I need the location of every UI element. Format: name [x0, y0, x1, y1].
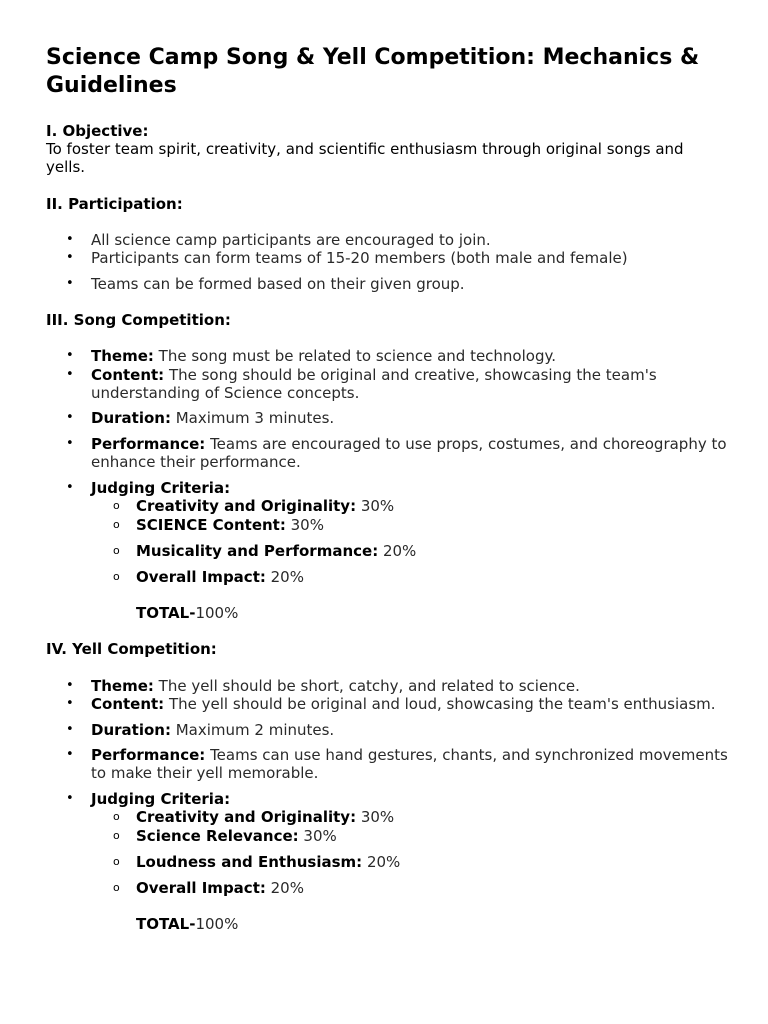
- criterion-label: Overall Impact:: [136, 568, 266, 586]
- criterion-value: 30%: [298, 827, 337, 845]
- criterion-value: 20%: [265, 568, 304, 586]
- bullet-icon: •: [66, 276, 74, 291]
- item-label: Theme:: [91, 677, 154, 695]
- total-value: 100%: [195, 915, 239, 933]
- bullet-icon: •: [66, 348, 74, 363]
- song-item-theme: [91, 347, 731, 365]
- bullet-icon: •: [66, 480, 74, 495]
- total-label: TOTAL-: [136, 604, 196, 622]
- criterion-value: 30%: [356, 808, 395, 826]
- yell-heading: IV. Yell Competition:: [46, 640, 217, 658]
- item-text: Teams are encouraged to use props, costumes, and choreography to enhance their performance.: [91, 435, 727, 471]
- item-text: Teams can use hand gestures, chants, and synchronized movements to make their yell memorable.: [91, 746, 728, 782]
- participation-item: Teams can be formed based on their given group.: [91, 275, 465, 293]
- song-item-duration: [91, 409, 731, 427]
- bullet-icon: •: [66, 791, 74, 806]
- song-criterion: [136, 497, 394, 515]
- yell-item-judging: [91, 790, 731, 808]
- item-label: Content:: [91, 366, 165, 384]
- sub-bullet-icon: o: [113, 829, 120, 842]
- yell-item-duration: [91, 721, 731, 739]
- sub-bullet-icon: o: [113, 544, 120, 557]
- item-label: Judging Criteria:: [91, 479, 231, 497]
- yell-item-theme: [91, 677, 731, 695]
- objective-text: To foster team spirit, creativity, and scientific enthusiasm through original songs and yells.: [46, 140, 684, 176]
- criterion-value: 20%: [265, 879, 304, 897]
- participation-item: All science camp participants are encouraged to join.: [91, 231, 491, 249]
- bullet-icon: •: [66, 722, 74, 737]
- yell-criterion: [136, 827, 337, 845]
- item-label: Duration:: [91, 409, 171, 427]
- total-value: 100%: [195, 604, 239, 622]
- objective-heading: I. Objective:: [46, 122, 149, 140]
- song-heading: III. Song Competition:: [46, 311, 231, 329]
- item-label: Performance:: [91, 746, 206, 764]
- yell-item-content: [91, 695, 731, 713]
- bullet-icon: •: [66, 232, 74, 247]
- sub-bullet-icon: o: [113, 881, 120, 894]
- criterion-label: Creativity and Originality:: [136, 497, 357, 515]
- criterion-label: Science Relevance:: [136, 827, 299, 845]
- item-text: The yell should be original and loud, showcasing the team's enthusiasm.: [164, 695, 716, 713]
- participation-heading: II. Participation:: [46, 195, 183, 213]
- yell-total: [136, 915, 238, 933]
- item-text: The yell should be short, catchy, and related to science.: [153, 677, 580, 695]
- criterion-label: Musicality and Performance:: [136, 542, 379, 560]
- criterion-label: Creativity and Originality:: [136, 808, 357, 826]
- sub-bullet-icon: o: [113, 570, 120, 583]
- item-label: Theme:: [91, 347, 154, 365]
- page-title: Science Camp Song & Yell Competition: Mechanics & Guidelines: [46, 45, 700, 98]
- criterion-value: 20%: [362, 853, 401, 871]
- song-criterion: [136, 568, 304, 586]
- sub-bullet-icon: o: [113, 810, 120, 823]
- sub-bullet-icon: o: [113, 518, 120, 531]
- bullet-icon: •: [66, 367, 74, 382]
- song-item-judging: [91, 479, 731, 497]
- yell-criterion: [136, 853, 400, 871]
- yell-item-performance: [91, 746, 731, 782]
- song-item-performance: [91, 435, 731, 471]
- song-total: [136, 604, 238, 622]
- total-label: TOTAL-: [136, 915, 196, 933]
- item-text: Maximum 2 minutes.: [170, 721, 335, 739]
- criterion-label: Overall Impact:: [136, 879, 266, 897]
- criterion-value: 20%: [378, 542, 417, 560]
- participation-item: Participants can form teams of 15-20 members (both male and female): [91, 249, 628, 267]
- criterion-value: 30%: [356, 497, 395, 515]
- sub-bullet-icon: o: [113, 855, 120, 868]
- bullet-icon: •: [66, 250, 74, 265]
- bullet-icon: •: [66, 696, 74, 711]
- yell-criterion: [136, 808, 394, 826]
- bullet-icon: •: [66, 678, 74, 693]
- bullet-icon: •: [66, 747, 74, 762]
- song-criterion: [136, 516, 324, 534]
- bullet-icon: •: [66, 436, 74, 451]
- item-text: The song must be related to science and technology.: [153, 347, 556, 365]
- yell-criterion: [136, 879, 304, 897]
- sub-bullet-icon: o: [113, 499, 120, 512]
- criterion-value: 30%: [285, 516, 324, 534]
- song-criterion: [136, 542, 416, 560]
- item-label: Content:: [91, 695, 165, 713]
- item-label: Performance:: [91, 435, 206, 453]
- criterion-label: SCIENCE Content:: [136, 516, 286, 534]
- item-label: Judging Criteria:: [91, 790, 231, 808]
- bullet-icon: •: [66, 410, 74, 425]
- item-text: Maximum 3 minutes.: [170, 409, 335, 427]
- song-item-content: [91, 366, 731, 402]
- criterion-label: Loudness and Enthusiasm:: [136, 853, 363, 871]
- item-text: The song should be original and creative, showcasing the team's understanding of Science concepts.: [91, 366, 657, 402]
- item-label: Duration:: [91, 721, 171, 739]
